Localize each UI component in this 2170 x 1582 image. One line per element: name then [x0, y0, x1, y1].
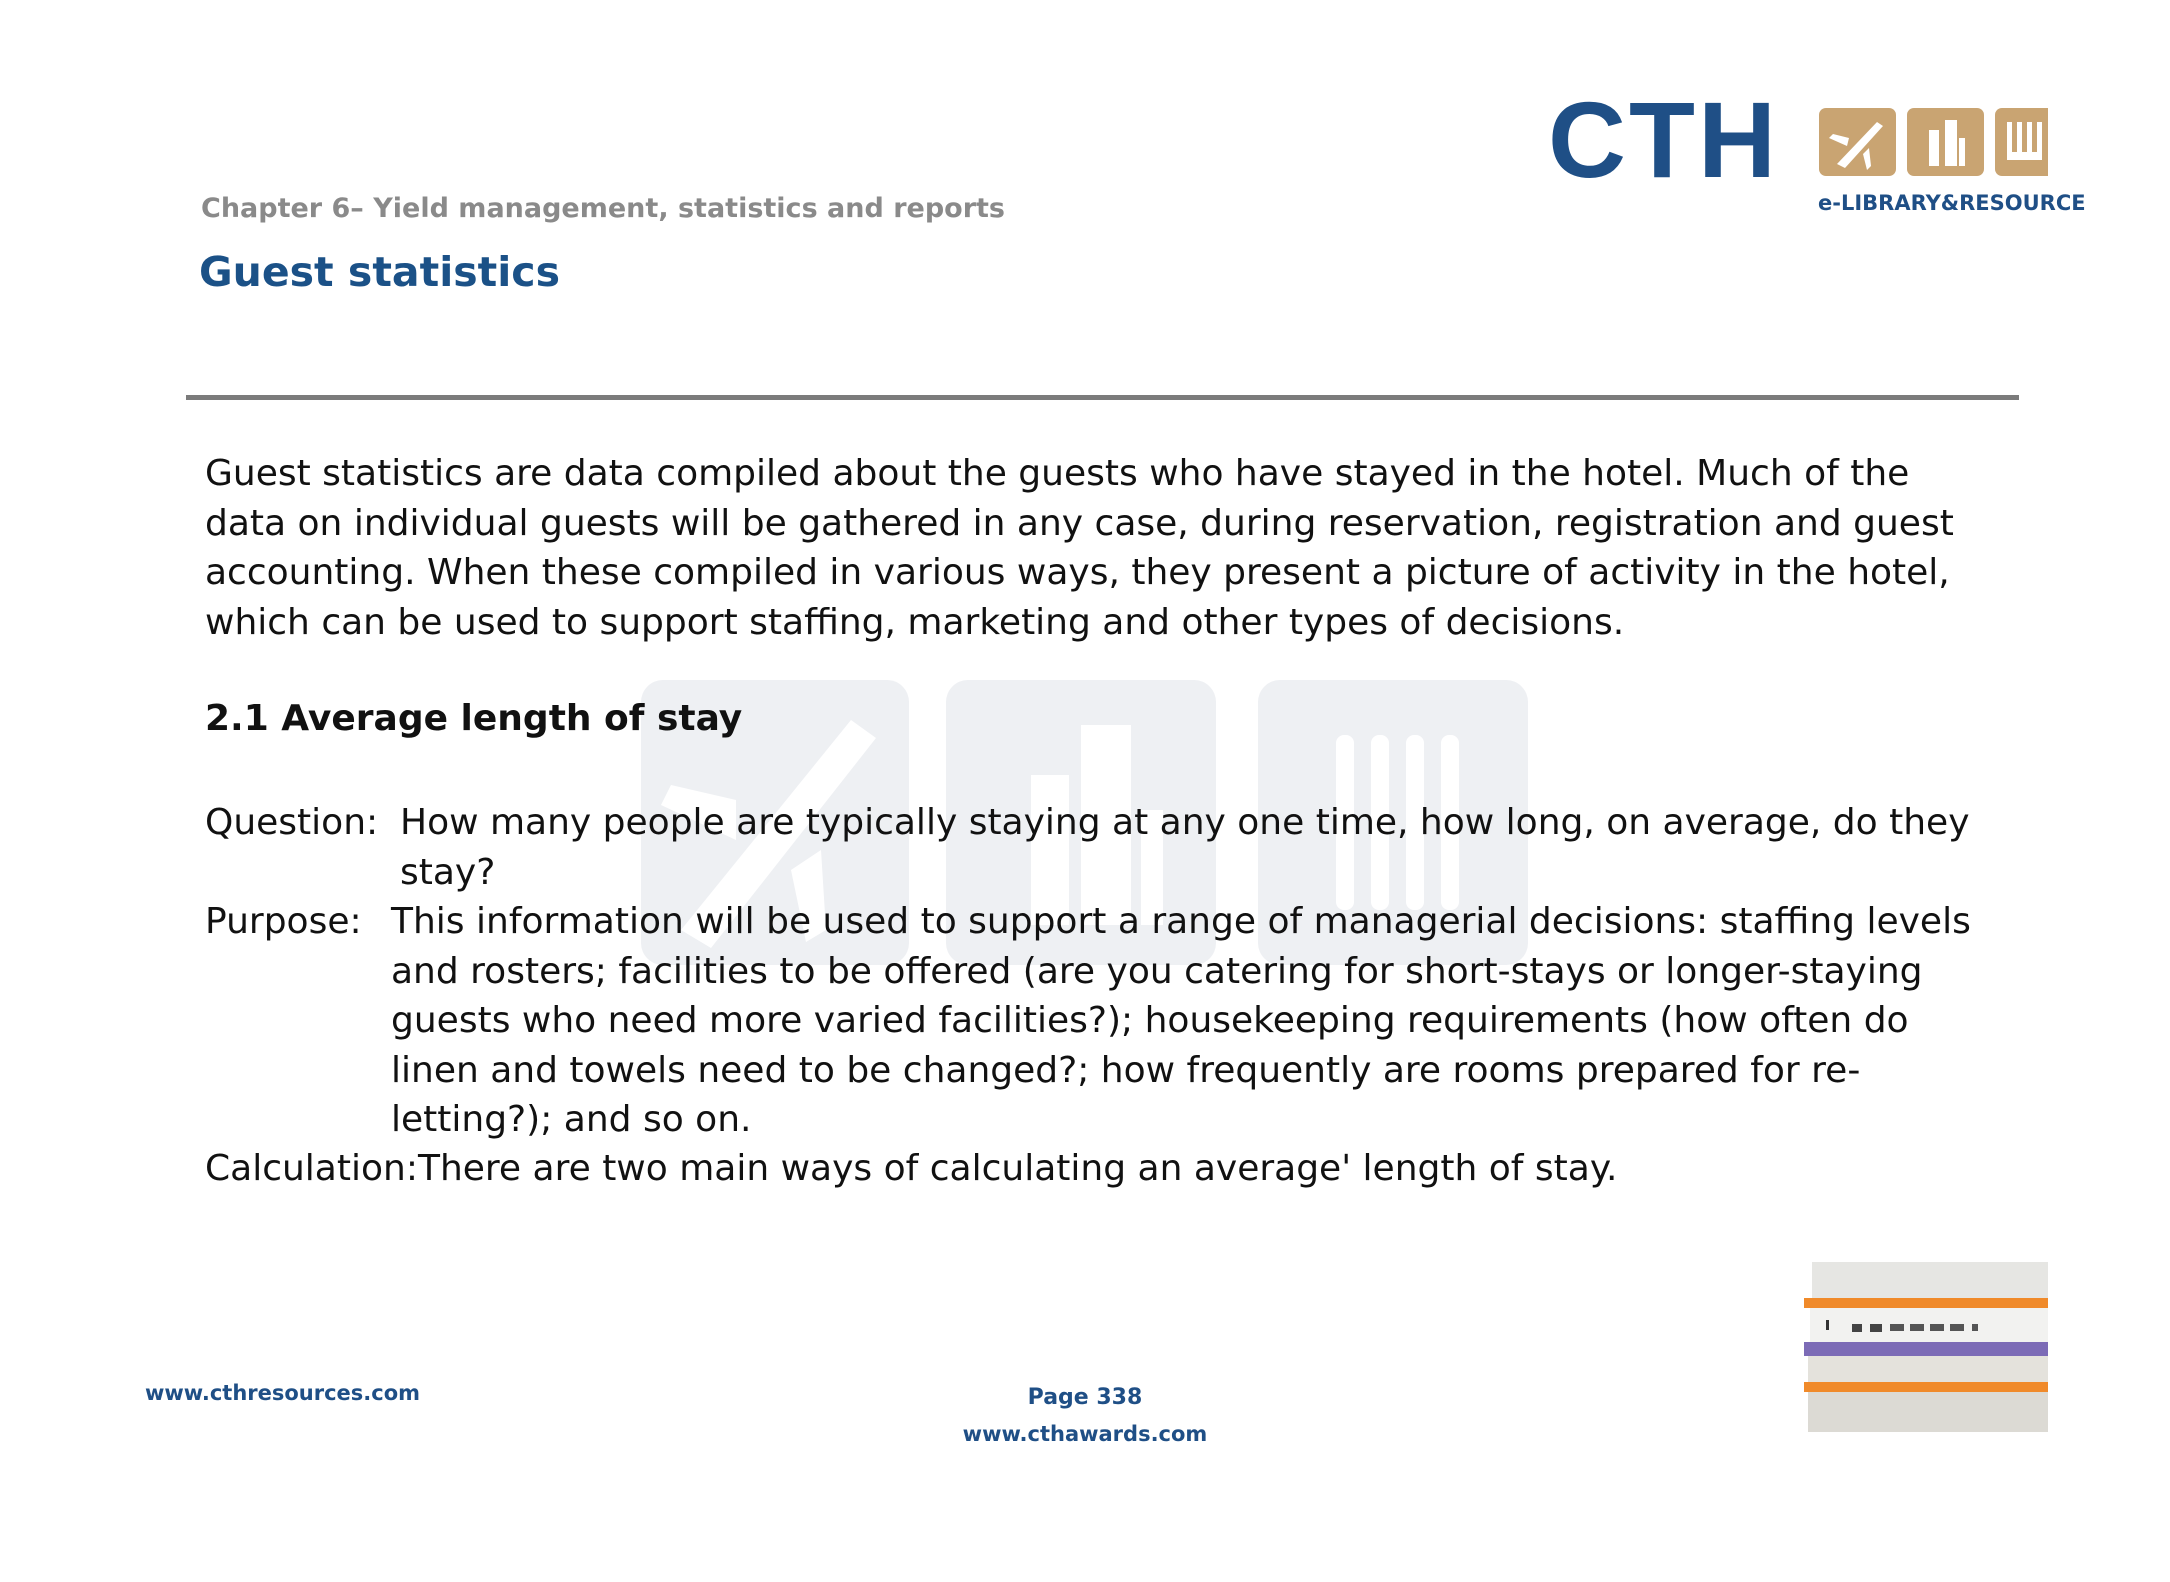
intro-paragraph: Guest statistics are data compiled about the guests who have stayed in the hotel. Much of the data on individual guests will be gathered in any case, during reservation, registration and guest accounting. When these compiled in various ways, they present a picture of activity in the hotel, which can be used to support staffing, marketing and other types of decisions.	[205, 453, 1954, 643]
purpose-label: Purpose:	[205, 901, 362, 942]
calculation-label: Calculation:	[205, 1148, 418, 1189]
question-text: How many people are typically staying at any one time, how long, on average, do they stay?	[400, 802, 1970, 893]
book-stack-image	[1804, 1262, 2048, 1432]
hotel-building-icon	[1907, 108, 1984, 176]
purpose-text: This information will be used to support a range of managerial decisions: staffing levels and rosters; facilities to be offered (are you catering for short-stays or longer-staying guests who need more varied facilities?); housekeeping requirements (how often do linen and towels need to be changed?; how frequently are rooms prepared for re-letting?); and so on.	[391, 901, 1971, 1140]
fork-icon	[1995, 108, 2048, 176]
page-title: Guest statistics	[199, 248, 561, 296]
chapter-heading: Chapter 6– Yield management, statistics and reports	[201, 193, 1006, 224]
footer-awards-link[interactable]: www.cthawards.com	[962, 1422, 1208, 1446]
logo-subtitle: e-LIBRARY&RESOURCE	[1818, 191, 2086, 215]
footer-resources-link[interactable]: www.cthresources.com	[145, 1381, 421, 1405]
logo-wordmark: CTH	[1548, 79, 1779, 200]
page-number: Page 338	[1027, 1385, 1143, 1410]
question-row	[205, 798, 2005, 897]
section-heading: 2.1 Average length of stay	[205, 698, 743, 739]
calculation-row	[205, 1144, 2005, 1194]
header-divider	[186, 395, 2019, 400]
purpose-row	[205, 897, 2005, 1145]
airplane-icon	[1819, 108, 1896, 176]
calculation-text: There are two main ways of calculating an average' length of stay.	[417, 1148, 1618, 1189]
question-label: Question:	[205, 802, 379, 843]
